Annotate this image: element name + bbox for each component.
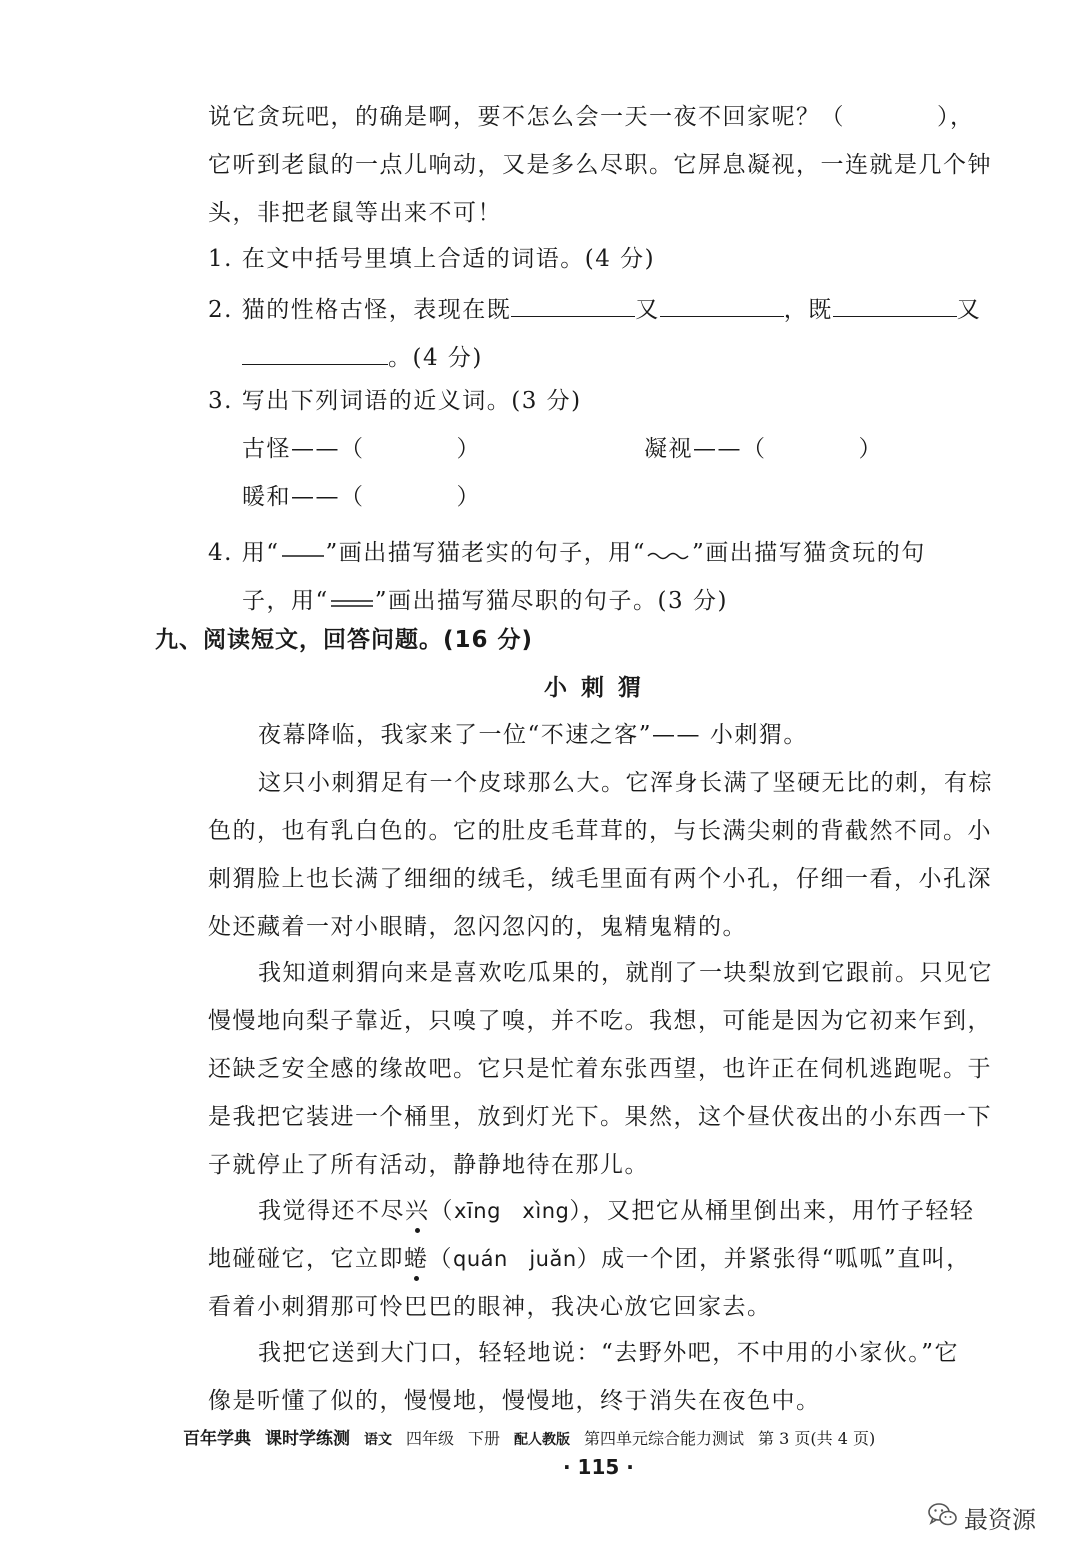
question-1: 1. 在文中括号里填上合适的词语。(4 分) [208,246,656,272]
passage-line: 看着小刺猬那可怜巴巴的眼神，我决心放它回家去。 [208,1294,772,1320]
footer-subject: 语文 [364,1432,392,1448]
passage-line: 慢慢地向梨子靠近，只嗅了嗅，并不吃。我想，可能是因为它初来乍到， [208,1008,992,1034]
answer-blank[interactable] [242,340,388,365]
footer-edition: 配人教版 [514,1432,571,1448]
passage-line: 处还藏着一对小眼睛，忽闪忽闪的，鬼精鬼精的。 [208,914,747,940]
passage-line: 刺猬脸上也长满了细细的绒毛，绒毛里面有两个小孔，仔细一看，小孔深 [208,866,992,892]
passage-title: 小刺猬 [544,675,655,701]
passage-line: 是我把它装进一个桶里，放到灯光下。果然，这个昼伏夜出的小东西一下 [208,1104,992,1130]
footer-volume: 下册 [468,1429,501,1448]
footer-brand: 百年学典 [183,1429,251,1449]
passage-line: 我把它送到大门口，轻轻地说：“去野外吧，不中用的小家伙。”它 [258,1340,960,1366]
passage-line: 说它贪玩吧，的确是啊，要不怎么会一天一夜不回家呢？（ ）， [208,104,975,130]
pinyin-options: xīng xìng [454,1199,570,1223]
footer-grade: 四年级 [406,1429,455,1448]
answer-blank[interactable] [660,292,784,317]
passage-line: 这只小刺猬足有一个皮球那么大。它浑身长满了坚硬无比的刺，有棕 [258,770,993,796]
page-number: · 115 · [563,1455,634,1479]
page-footer [183,1428,875,1451]
passage-line: 还缺乏安全感的缘故吧。它只是忙着东张西望，也许正在伺机逃跑呢。于 [208,1056,992,1082]
synonym-item: 暖和——（ ） [242,484,481,510]
straight-line-mark [280,530,326,560]
synonym-item: 古怪——（ ） [242,436,481,462]
question-4-cont: 子，用“ ”画出描写猫尽职的句子。(3 分) [242,578,728,616]
passage-line: 子就停止了所有活动，静静地待在那儿。 [208,1152,649,1178]
dotted-char: 蜷 [404,1246,429,1272]
passage-line: 地碰碰它，它立即蜷（quán juǎn）成一个团，并紧张得“呱呱”直叫， [208,1246,971,1272]
footer-page-info: 第 3 页(共 4 页) [758,1429,876,1448]
section-heading: 九、阅读短文，回答问题。(16 分) [155,627,534,653]
dotted-char: 兴 [405,1198,430,1224]
question-4: 4. 用“ ”画出描写猫老实的句子，用“ ”画出描写猫贪玩的句 [208,530,926,568]
passage-line: 我知道刺猬向来是喜欢吃瓜果的，就削了一块梨放到它跟前。只见它 [258,960,993,986]
double-line-mark [329,578,375,608]
wechat-icon [928,1502,958,1534]
question-3: 3. 写出下列词语的近义词。(3 分) [208,388,582,414]
passage-line: 像是听懂了似的，慢慢地，慢慢地，终于消失在夜色中。 [208,1388,821,1414]
passage-line: 它听到老鼠的一点儿响动，又是多么尽职。它屏息凝视，一连就是几个钟 [208,152,992,178]
answer-blank[interactable] [833,292,957,317]
footer-series: 课时学练测 [265,1429,350,1449]
passage-line: 我觉得还不尽兴（xīng xìng），又把它从桶里倒出来，用竹子轻轻 [258,1198,975,1224]
question-2-cont: 。(4 分) [242,340,483,373]
question-2: 2. 猫的性格古怪，表现在既 又 ，既 又 [208,292,981,325]
synonym-item: 凝视——（ ） [644,436,883,462]
answer-blank[interactable] [511,292,635,317]
pinyin-options: quán juǎn [453,1247,577,1271]
passage-line: 头，非把老鼠等出来不可！ [208,200,502,226]
watermark-text: 最资源 [964,1506,1036,1534]
watermark [928,1500,1036,1535]
wavy-line-mark [646,530,692,560]
passage-line: 色的，也有乳白色的。它的肚皮毛茸茸的，与长满尖刺的背截然不同。小 [208,818,992,844]
footer-test: 第四单元综合能力测试 [584,1429,745,1448]
passage-line: 夜幕降临，我家来了一位“不速之客”—— 小刺猬。 [258,722,808,748]
